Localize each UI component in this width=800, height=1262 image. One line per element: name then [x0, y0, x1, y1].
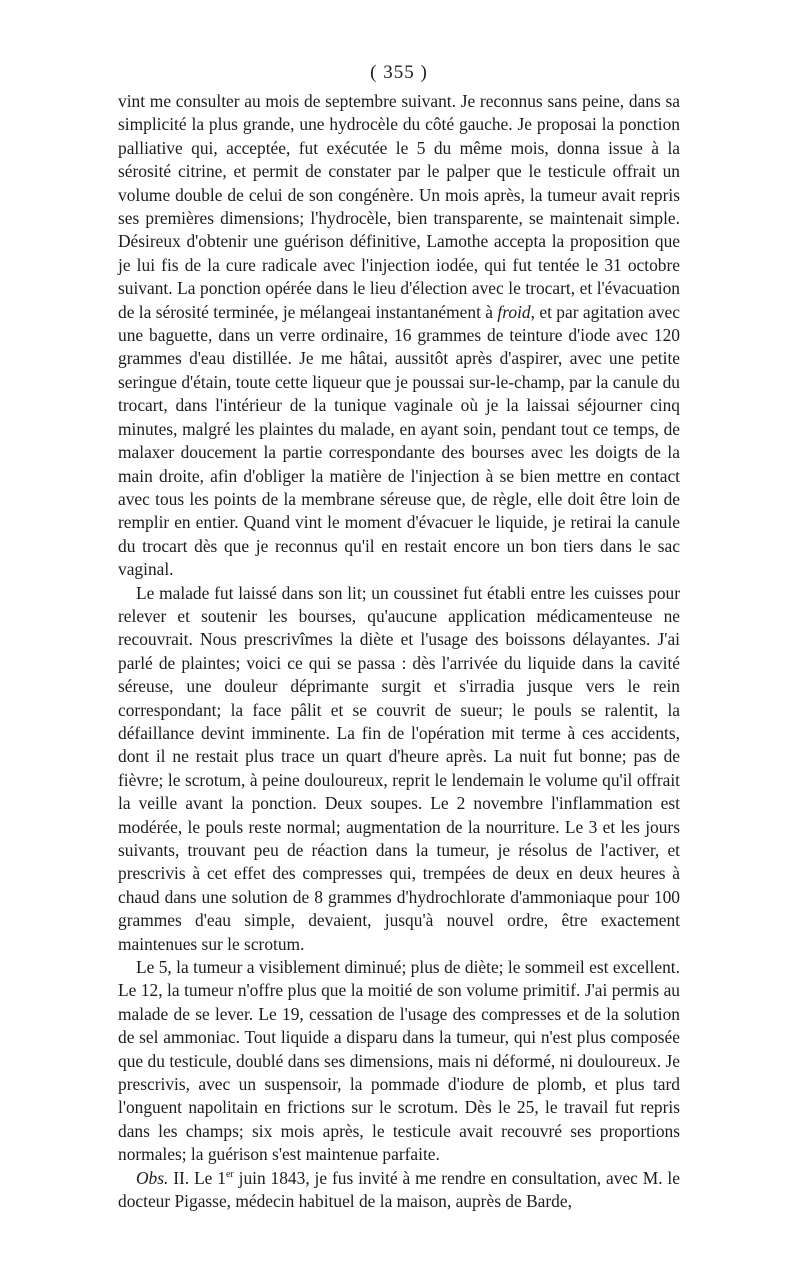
obs-text: Le 1er juin 1843, je fus invité à me rendre en consultation, avec M. le docteur Pigasse, médecin habituel de la maison, auprès de Barde,	[118, 1167, 680, 1212]
obs-label: Obs.	[136, 1167, 169, 1188]
page-number: ( 355 )	[370, 62, 428, 83]
paragraph-observation-two	[118, 1167, 680, 1214]
ordinal-superscript: er	[225, 1168, 234, 1180]
obs-number: II.	[173, 1167, 190, 1188]
book-page	[118, 58, 680, 1238]
paragraph-case-narrative: vint me consulter au mois de septembre suivant. Je reconnus sans peine, dans sa simplicité la plus grande, une hydrocèle du côté gauche. Je proposai la ponction palliative qui, acceptée, fut exécutée le 5 du même mois, donna issue à la sérosité citrine, et permit de constater par le palper que le testicule offrait un volume double de celui de son congénère. Un mois après, la tumeur avait repris ses premières dimensions; l'hydrocèle, bien transparente, se maintenait simple. Désireux d'obtenir une guérison définitive, Lamothe accepta la proposition que je lui fis de la cure radicale avec l'injection iodée, qui fut tentée le 31 octobre suivant. La ponction opérée dans le lieu d'élection avec le trocart, et l'évacuation de la sérosité terminée, je mélangeai instantanément à froid, et par agitation avec une baguette, dans un verre ordinaire, 16 grammes de teinture d'iode avec 120 grammes d'eau distillée. Je me hâtai, aussitôt après d'aspirer, avec une petite seringue d'étain, toute cette liqueur que je poussai sur-le-champ, par la canule du trocart, dans l'intérieur de la tunique vaginale où je la laissai séjourner cinq minutes, malgré les plaintes du malade, en ayant soin, pendant tout ce temps, de malaxer doucement la partie correspondante des bourses avec les doigts de la main droite, afin d'obliger la matière de l'injection à se bien mettre en contact avec tous les points de la membrane séreuse que, de règle, elle doit être loin de remplir en entier. Quand vint le moment d'évacuer le liquide, je retirai la canule du trocart dès que je reconnus qu'il en restait encore un bon tiers dans le sac vaginal.	[118, 91, 680, 580]
paragraph-recovery: Le 5, la tumeur a visiblement diminué; plus de diète; le sommeil est excellent. Le 12, la tumeur n'offre plus que la moitié de son volume primitif. J'ai permis au malade de se lever. Le 19, cessation de l'usage des compresses et de la solution de sel ammoniac. Tout liquide a disparu dans la tumeur, qui n'est plus composée que du testicule, doublé dans ses dimensions, mais ni déformé, ni douloureux. Je prescrivis, avec un suspensoir, la pommade d'iodure de plomb, et plus tard l'onguent napolitain en frictions sur le scrotum. Dès le 25, le travail fut repris dans les champs; six mois après, le testicule avait recouvré ses proportions normales; la guérison s'est maintenue parfaite.	[118, 957, 680, 1165]
italic-a-froid: froid	[497, 301, 531, 322]
paragraph-aftercare: Le malade fut laissé dans son lit; un coussinet fut établi entre les cuisses pour relever et soutenir les bourses, qu'aucune application médicamenteuse ne recouvrait. Nous prescrivîmes la diète et l'usage des boissons délayantes. J'ai parlé de plaintes; voici ce qui se passa : dès l'arrivée du liquide dans la cavité séreuse, une douleur déprimante surgit et s'irradia jusque vers le rein correspondant; la face pâlit et se couvrit de sueur; le pouls se ralentit, la défaillance devint imminente. La fin de l'opération mit terme à ces accidents, dont il ne restait plus trace un quart d'heure après. La nuit fut bonne; pas de fièvre; le scrotum, à peine douloureux, reprit le lendemain le volume qu'il offrait la veille avant la ponction. Deux soupes. Le 2 novembre l'inflammation est modérée, le pouls reste normal; augmentation de la nourriture. Le 3 et les jours suivants, trouvant peu de réaction dans la tumeur, je résolus de l'activer, et prescrivis à cet effet des compresses qui, trempées de deux en deux heures à chaud dans une solution de 8 grammes d'hydrochlorate d'ammoniaque pour 100 grammes d'eau simple, devaient, jusqu'à nouvel ordre, être exactement maintenues sur le scrotum.	[118, 582, 680, 954]
